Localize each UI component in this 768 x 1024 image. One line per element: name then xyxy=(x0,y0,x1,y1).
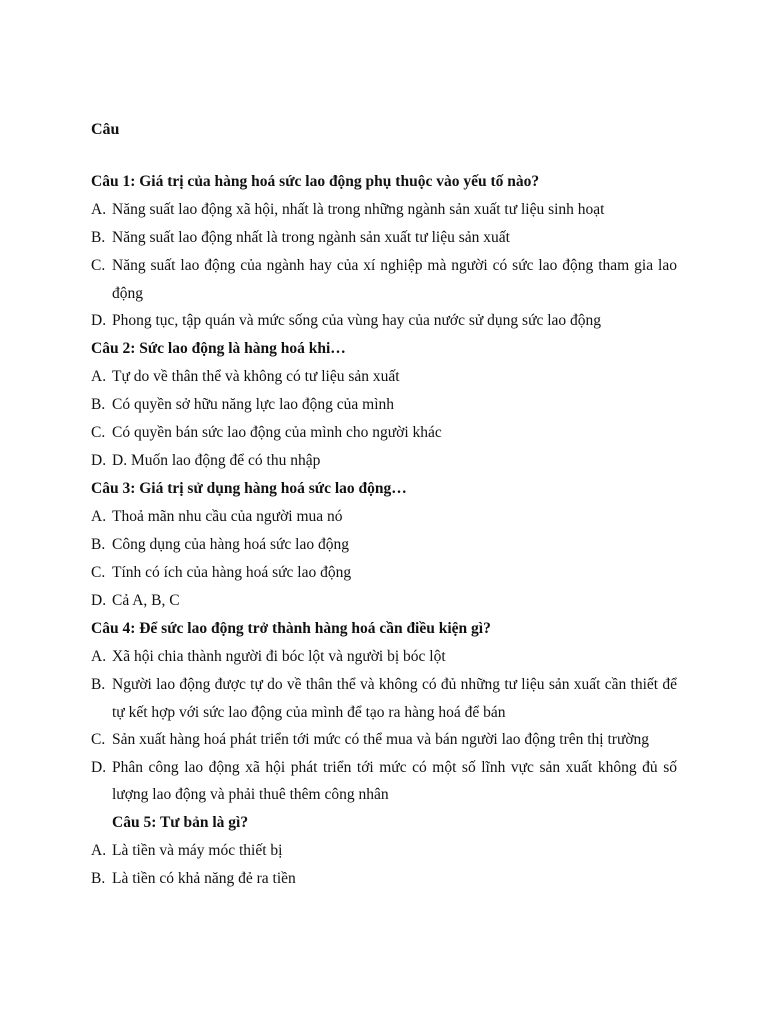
option-letter: B. xyxy=(91,229,106,246)
question-3-title: Câu 3: Giá trị sử dụng hàng hoá sức lao động… xyxy=(91,480,407,497)
option-text: Năng suất lao động của ngành hay của xí nghiệp mà người có sức lao động tham gia lao động xyxy=(112,257,677,302)
question-4-option-b xyxy=(91,671,677,726)
option-letter: D. xyxy=(91,758,107,776)
question-5-title: Câu 5: Tư bản là gì? xyxy=(112,813,249,831)
question-1-title: Câu 1: Giá trị của hàng hoá sức lao động phụ thuộc vào yếu tố nào? xyxy=(91,173,540,190)
question-2-option-a xyxy=(91,363,677,391)
option-letter: A. xyxy=(91,508,107,525)
question-3-option-c xyxy=(91,559,677,587)
question-1-option-a xyxy=(91,196,677,224)
question-5-option-b xyxy=(91,865,677,893)
option-letter: C. xyxy=(91,731,106,748)
option-text: Năng suất lao động xã hội, nhất là trong những ngành sản xuất tư liệu sinh hoạt xyxy=(112,201,605,218)
question-1-option-d xyxy=(91,307,677,335)
document-heading: Câu xyxy=(91,121,120,138)
question-3-option-d xyxy=(91,587,677,615)
option-text: Tính có ích của hàng hoá sức lao động xyxy=(112,564,352,581)
question-1-option-c xyxy=(91,252,677,307)
question-4-option-a xyxy=(91,643,677,671)
option-letter: D. xyxy=(91,312,107,329)
question-2-title: Câu 2: Sức lao động là hàng hoá khi… xyxy=(91,340,346,357)
option-text: D. Muốn lao động để có thu nhập xyxy=(112,452,321,469)
option-text: Người lao động được tự do về thân thể và không có đủ những tư liệu sản xuất cần thiết để tự kết hợp với sức lao động của mình để tạo ra hàng hoá để bán xyxy=(112,676,677,721)
option-letter: A. xyxy=(91,368,107,385)
option-letter: A. xyxy=(91,201,107,218)
question-2-option-c xyxy=(91,419,677,447)
question-4-title: Câu 4: Để sức lao động trở thành hàng hoá cần điều kiện gì? xyxy=(91,620,491,637)
option-text: Tự do về thân thể và không có tư liệu sản xuất xyxy=(112,368,400,385)
option-text: Cả A, B, C xyxy=(112,592,180,609)
question-list xyxy=(91,168,677,893)
question-3-option-b xyxy=(91,531,677,559)
option-letter: B. xyxy=(91,676,106,693)
question-3-option-a xyxy=(91,503,677,531)
question-2-option-d xyxy=(91,447,677,475)
question-5-option-a xyxy=(91,837,677,865)
option-letter: B. xyxy=(91,396,106,413)
option-letter: B. xyxy=(91,869,106,887)
option-text: Sản xuất hàng hoá phát triển tới mức có thể mua và bán người lao động trên thị trường xyxy=(112,731,650,748)
option-text: Là tiền và máy móc thiết bị xyxy=(112,841,283,859)
question-1-option-b xyxy=(91,224,677,252)
option-letter: C. xyxy=(91,424,106,441)
option-text: Công dụng của hàng hoá sức lao động xyxy=(112,536,349,553)
option-text: Phân công lao động xã hội phát triển tới mức có một số lĩnh vực sản xuất không đủ số lượng lao động và phải thuê thêm công nhân xyxy=(112,758,677,803)
option-letter: D. xyxy=(91,592,107,609)
question-4-option-c xyxy=(91,726,677,754)
option-text: Năng suất lao động nhất là trong ngành sản xuất tư liệu sản xuất xyxy=(112,229,510,246)
option-text: Thoả mãn nhu cầu của người mua nó xyxy=(112,508,343,525)
option-letter: A. xyxy=(91,648,107,665)
option-text: Xã hội chia thành người đi bóc lột và người bị bóc lột xyxy=(112,648,446,665)
option-letter: A. xyxy=(91,841,107,859)
option-letter: B. xyxy=(91,536,106,553)
option-text: Có quyền bán sức lao động của mình cho người khác xyxy=(112,424,442,441)
option-letter: D. xyxy=(91,452,107,469)
question-2-option-b xyxy=(91,391,677,419)
option-text: Là tiền có khả năng đẻ ra tiền xyxy=(112,869,296,887)
option-letter: C. xyxy=(91,564,106,581)
question-4-option-d xyxy=(91,754,677,809)
option-letter: C. xyxy=(91,257,106,274)
option-text: Phong tục, tập quán và mức sống của vùng hay của nước sử dụng sức lao động xyxy=(112,312,602,329)
option-text: Có quyền sở hữu năng lực lao động của mình xyxy=(112,396,394,413)
